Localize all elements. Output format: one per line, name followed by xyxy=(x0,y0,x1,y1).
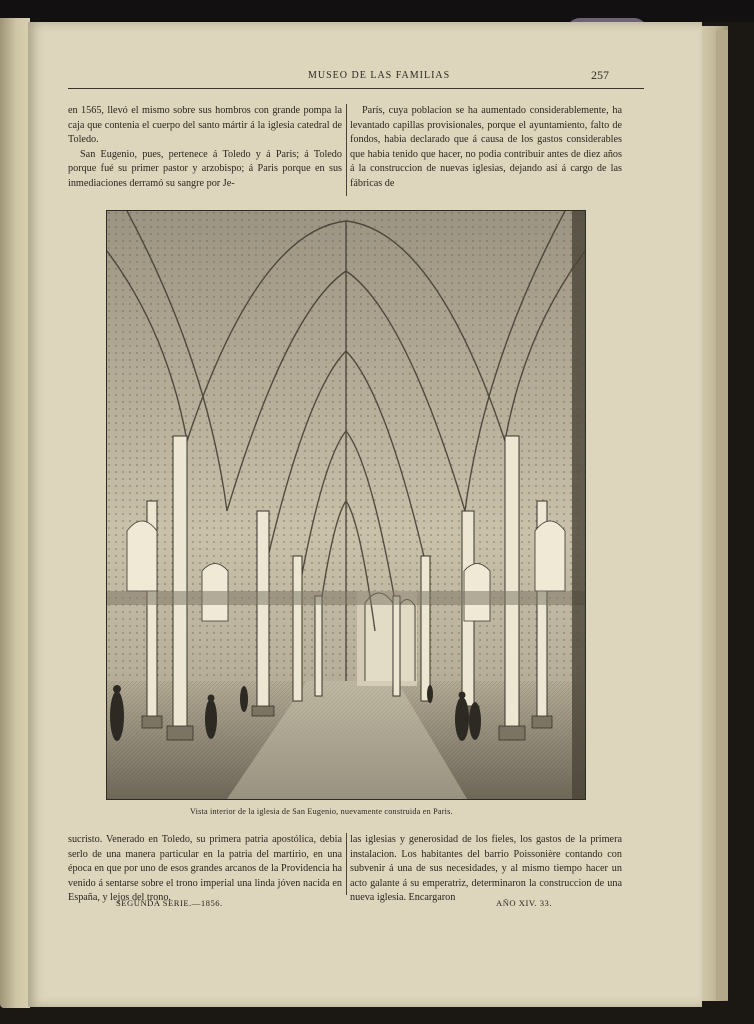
top-right-column xyxy=(350,104,622,192)
figure-caption: Vista interior de la iglesia de San Eugenio, nuevamente construida en Paris. xyxy=(190,807,453,816)
column-rule-top xyxy=(346,104,347,196)
bottom-right-column xyxy=(350,833,622,906)
paragraph: las iglesias y generosidad de los fieles, los gastos de la primera instalacion. Los habitantes del barrio Poissonière contando con subvenir á una de sus necesidades, y al mismo tiempo hacer un acto galante á su emperatriz, determinaron la construccion de una nueva iglesia. Encargaron xyxy=(350,834,622,904)
paragraph: San Eugenio, pues, pertenece á Toledo y á Paris; á Toledo porque fué su primer pastor y arzobispo; á Paris porque en sus inmediaciones derramó su sangre por Je- xyxy=(68,148,342,189)
book-page xyxy=(28,22,702,1007)
cathedral-engraving xyxy=(107,211,585,799)
footer-year-sheet: AÑO XIV. 33. xyxy=(496,898,552,908)
page-stack-edge-inner xyxy=(716,30,728,1000)
page-number: 257 xyxy=(591,68,609,82)
footer-series: SEGUNDA SERIE.—1856. xyxy=(116,898,223,908)
top-left-column xyxy=(68,104,342,192)
bottom-left-column xyxy=(68,833,342,906)
scan-background-top xyxy=(0,0,754,22)
running-title: MUSEO DE LAS FAMILIAS xyxy=(308,70,451,81)
column-rule-bottom xyxy=(346,833,347,895)
header-rule xyxy=(68,88,644,89)
paragraph: París, cuya poblacion se ha aumentado considerablemente, ha levantado capillas provisionales, porque el ayuntamiento, falto de fondos, habia declarado que á causa de los gastos considerables que habia tenido que hacer, no podia contribuir antes de diez años á la construccion de nuevas iglesias, dejando así á cargo de las fábricas de xyxy=(350,105,622,189)
paragraph: en 1565, llevó el mismo sobre sus hombros con grande pompa la caja que contenia el cuerpo del santo mártir á la iglesia catedral de Toledo. xyxy=(68,105,342,146)
facing-page-edge xyxy=(0,18,30,1008)
paragraph: sucristo. Venerado en Toledo, su primera patria apostólica, debia serlo de una manera particular en la patria del martirio, en una época en que por uno de esos grandes arcanos de la Providencia ha venido á sentarse sobre el trono imperial una linda jóven nacida en España, y lejos del trono. xyxy=(68,834,342,904)
engraving-cathedral-interior xyxy=(106,210,586,800)
